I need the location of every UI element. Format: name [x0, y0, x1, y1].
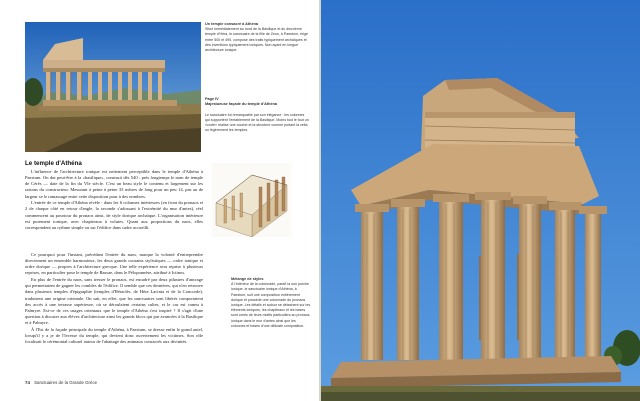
page-footer: [25, 380, 97, 385]
article-body-upper: [25, 169, 203, 231]
temple-section-drawing: [212, 163, 291, 237]
caption-bottom-body: À l'intérieur de la colonnade, paraît la son porche ionique, le sanctuaire ionique d'Athéna, à Paestum, suit une composition entièrement dorique et possède une colonnade du pronaos ionique. Les détails et autour se détachent sur les éléments ioniques, les chapiteaux et les bases sont ornés de leurs motifs particuliers au pronaos ionique dans le mur d'antes ainsi que les colonnes et bases d'une délicate composition.: [231, 282, 311, 328]
temple-photo-large-illustration: [321, 0, 640, 401]
article-title: Le temple d'Athéna: [25, 160, 82, 167]
caption-bottom-title: Mélange de styles: [231, 277, 264, 281]
article-body-lower: [25, 252, 203, 345]
article-paragraph-1: L'influence de l'architecture ionique est nettement perceptible dans le temple d'Athéna à Paestum. On dut peut-être à la «basilique», construit dès 540 : près longtemps le nom de temple de Cérès — date de la fin du VIe siècle. C'est un beau style le contenu et largement sur les raisons du constructeur. Mesurant à peine à peine 33 mètres de long pour un peu 14, pas au de largeur se le ramassage entre cette disposition pour à des nombres.: [25, 169, 203, 199]
caption-middle-title: Page IV Majestueuse façade du temple d'Athéna: [205, 97, 278, 107]
temple-section-drawing-illustration: [212, 163, 291, 237]
temple-photo-small-illustration: [25, 22, 201, 152]
article-paragraph-4: En plus de l'entrée du naos, sans tresser le pronaos, est encadré par deux pilastres d'ancrage qui permettaient de gagner les combles de l'édifice. Il semble que ces dernières, qui n'en retrouve dans plusieurs temples d'épigraphie (temples d'Héraclès, de Héra Lacinia et de la Concorde), traduisent une origine orientale. On sait, en effet, que les sanctuaires sont libérés comportaient des accès à une terrasse supérieure, où se déroulaient certains cultes, et le cas est connu à Palmyre. Est-ce de ces usages orientaux que le temple d'Athéna s'est inspiré ? Il s'agit d'une question à discuter aux élèves d'architecture ainsi les grands blocs qui par avancées à la Basilique et à Palmyre.: [25, 277, 203, 326]
article-paragraph-5: À l'Est de la façade principale du temple d'Athéna, à Paestum, se dresse enfin le grand autel, lorsqu'il y a je de l'Ivresse du temple, qui devient donc ouvertement les victimes. Son rôle focalisait le cérémonial culturel autour de l'abattage des animaux consacrés aux divinités.: [25, 326, 203, 345]
caption-bottom: [231, 277, 311, 329]
article-paragraph-2: L'entrée de ce temple d'Athéna révèle : dans les 6 colonnes intérieures (en front du pronaos et 2 de chaque côté en retour d'angle, la seconde s'adossant à l'extrémité du mur d'antes), réel commencent au pourtour du pronaos ainsi, de style dorique archaïque. L'organisation intérieure est purement ionique, avec chapiteaux à volutes. Quant aux proportions du naos, elles correspondent au rythme simple ou sur l'édifice dans cadre accueilli.: [25, 200, 203, 230]
caption-middle-body: Le sanctuaire fut remarquable par son élégance : les colonnes qui supportent l'entablement de la Basilique. Moins tout le tout un «corte» réalise une courbe et la structure comme portant la cella ou légèrement les temples.: [205, 112, 309, 133]
caption-top: [205, 22, 310, 53]
caption-middle: [205, 92, 310, 139]
caption-top-body: Situé immédiatement au nord de la Basilique et du deuxième temple d'Héra, le sanctuaire de la fille de Zeus, à Paestum, érigé entre 500 et 490, compose des traits typiquement archaïques et des inventions typiquement ioniques. Non ayant en longue architecture ionique.: [205, 27, 308, 53]
series-title: Sanctuaires de la Grande Grèce: [34, 380, 98, 385]
caption-top-title: Un temple consacré à Athéna: [205, 22, 259, 26]
temple-photo-small: [25, 22, 201, 152]
article-paragraph-3: Ce pourquoi pour l'instant, précédant l'entrée du naos, marque la volonté d'entreprendre directement un ensemble harmonieux, les deux grands courants stylistiques — ordre ionique et ordre dorique — propres à l'architecture grecque. Une telle expérience sera reprise à plusieurs reprises, en particulier pour le temple de Bassae, dans le Péloponnèse, attribué à Ictinos.: [25, 252, 203, 276]
page-number: 74: [25, 380, 30, 385]
temple-photo-large: [321, 0, 640, 401]
